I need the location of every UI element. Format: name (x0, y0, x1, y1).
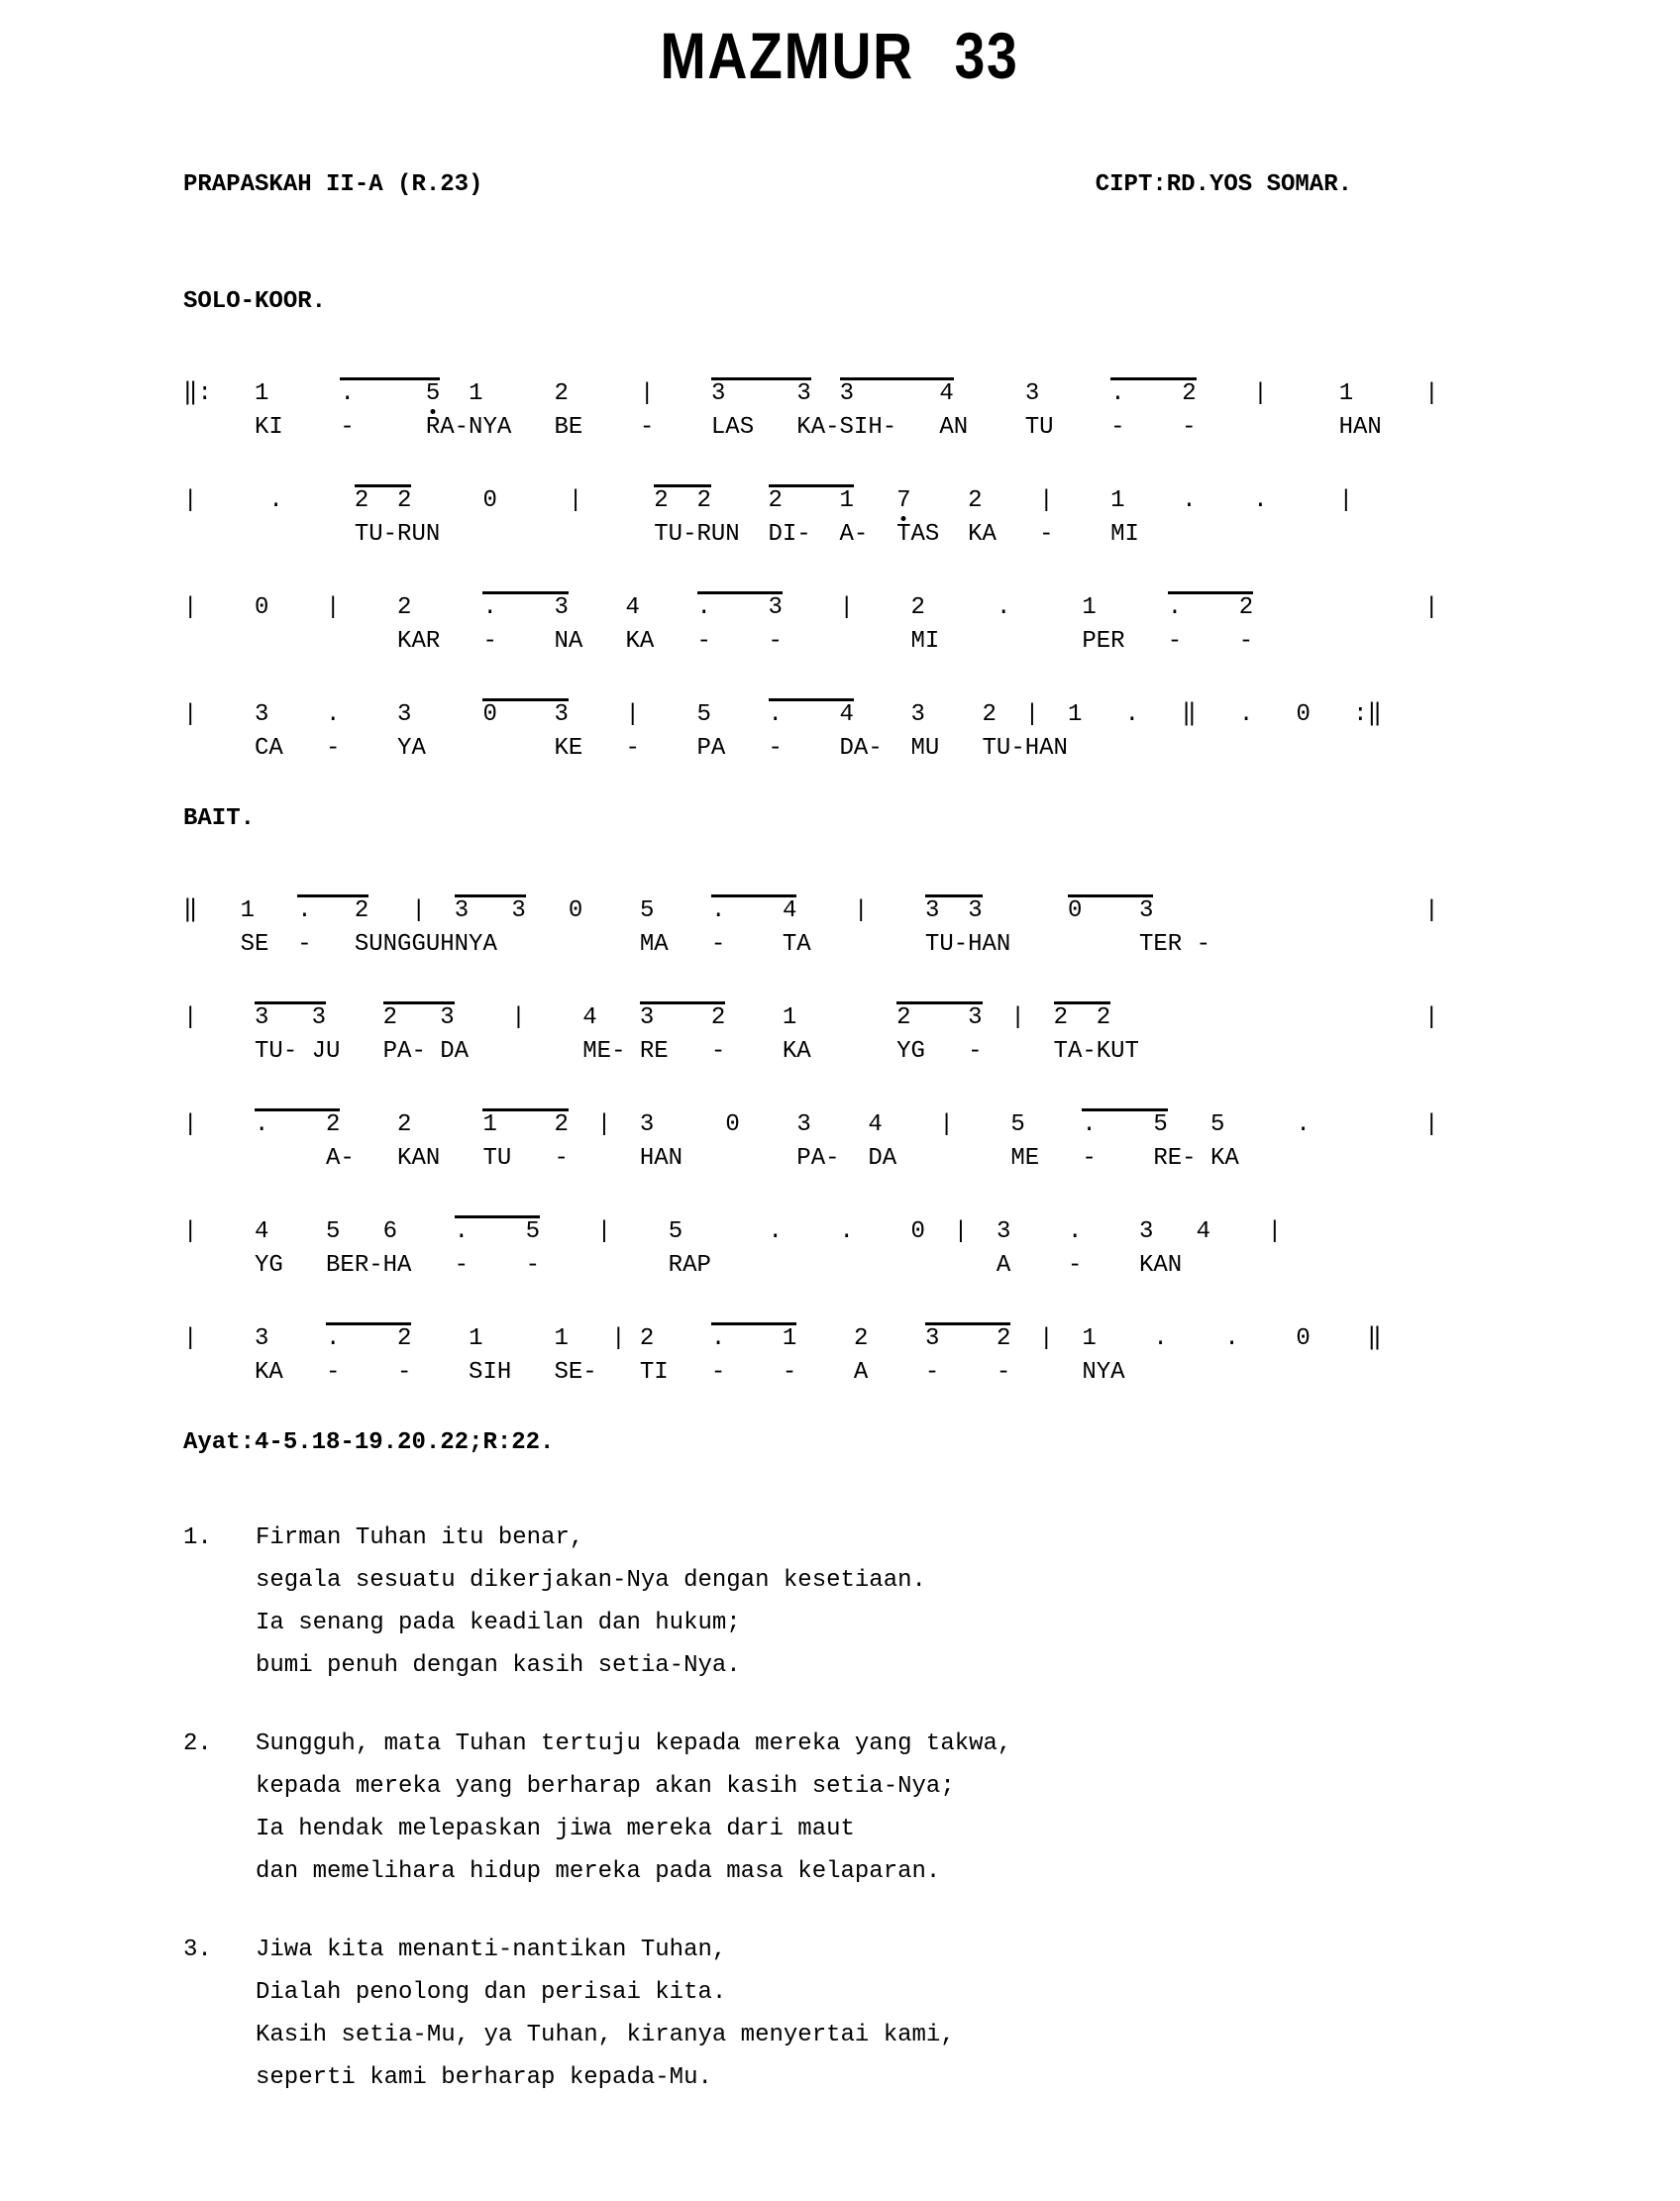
beam-group: 3 4 (840, 377, 954, 407)
beam-group: 3 2 (925, 1322, 1010, 1352)
beam-group: . 2 (255, 1108, 340, 1138)
music-line (183, 894, 1680, 962)
note-row: | . 2 2 1 2 | 3 0 3 4 | 5 . 5 5 . | (183, 1108, 1680, 1142)
beam-group: 2 2 (1054, 1001, 1111, 1031)
verse-line: seperti kami berharap kepada-Mu. (256, 2064, 712, 2092)
note-row: | 4 5 6 . 5 | 5 . . 0 | 3 . 3 4 | (183, 1215, 1680, 1249)
note-row: | 3 . 2 1 1 | 2 . 1 2 3 2 | 1 . . 0 ‖ (183, 1322, 1680, 1356)
page-title: MAZMUR 33 (660, 19, 1020, 92)
ayat-heading: Ayat:4-5.18-19.20.22;R:22. (183, 1429, 555, 1457)
beam-group: 3 3 (711, 377, 811, 407)
verse-line: Kasih setia-Mu, ya Tuhan, kiranya menyertai kami, (256, 2022, 955, 2049)
low-octave-note: 5 (425, 380, 441, 408)
solo-koor-heading: SOLO-KOOR. (183, 288, 327, 316)
beam-group: . 5 (455, 1215, 540, 1245)
composer-credit: CIPT:RD.YOS SOMAR. (1095, 171, 1352, 199)
note-row: | 3 3 2 3 | 4 3 2 1 2 3 | 2 2 | (183, 1001, 1680, 1035)
verse-line: segala sesuatu dikerjakan-Nya dengan kesetiaan. (256, 1567, 926, 1595)
bait-heading: BAIT. (183, 805, 256, 833)
verse (183, 1517, 1680, 1687)
lyric-row: A- KAN TU - HAN PA- DA ME - RE- KA (183, 1145, 1239, 1173)
lyric-row: TU- JU PA- DA ME- RE - KA YG - TA-KUT (183, 1038, 1139, 1066)
verse-lines (256, 1723, 1011, 1893)
verse (183, 1723, 1680, 1893)
beam-group: . 2 (1110, 377, 1196, 407)
beam-group: . 2 (326, 1322, 411, 1352)
music-line (183, 1322, 1680, 1390)
music-line (183, 377, 1680, 445)
verse-line: bumi penuh dengan kasih setia-Nya. (256, 1652, 741, 1680)
bait-notation (183, 894, 1680, 1390)
beam-group: 3 3 (455, 894, 526, 924)
lyric-row: KAR - NA KA - - MI PER - - (183, 628, 1254, 656)
verse-line: Sungguh, mata Tuhan tertuju kepada mereka yang takwa, (256, 1730, 1012, 1758)
music-line (183, 1001, 1680, 1069)
note-row: ‖ 1 . 2 | 3 3 0 5 . 4 | 3 3 0 3 | (183, 894, 1680, 928)
verse-line: Dialah penolong dan perisai kita. (256, 1979, 727, 2007)
verse-line: Ia senang pada keadilan dan hukum; (256, 1610, 741, 1637)
beam-group: 2 1 (769, 484, 854, 514)
beam-group: 2 2 (355, 484, 412, 514)
music-line (183, 484, 1680, 552)
beam-group: 2 2 (654, 484, 711, 514)
beam-group: . 5 (1082, 1108, 1167, 1138)
page-title-wrap (0, 19, 1680, 92)
verse-lines (256, 1929, 955, 2099)
verse-line: Ia hendak melepaskan jiwa mereka dari maut (256, 1816, 855, 1843)
beam-group: . 2 (297, 894, 368, 924)
music-line (183, 591, 1680, 659)
beam-group: . 2 (1168, 591, 1253, 621)
verse-line: Jiwa kita menanti-nantikan Tuhan, (256, 1937, 727, 1964)
beam-group: . 4 (711, 894, 796, 924)
note-row: | 3 . 3 0 3 | 5 . 4 3 2 | 1 . ‖ . 0 :‖ (183, 698, 1680, 732)
beam-group: 3 3 (925, 894, 983, 924)
verse-number: 2. (183, 1730, 212, 1758)
note-row: | 0 | 2 . 3 4 . 3 | 2 . 1 . 2 | (183, 591, 1680, 625)
verse-number: 3. (183, 1937, 212, 1964)
verses-section (183, 1517, 1680, 2099)
verse (183, 1929, 1680, 2099)
psalm-sheet-page (0, 19, 1680, 2201)
verse-number: 1. (183, 1524, 212, 1552)
music-line (183, 698, 1680, 766)
low-octave-note: 7 (896, 487, 911, 515)
beam-group: 0 3 (482, 698, 568, 728)
solo-koor-notation (183, 377, 1680, 766)
lyric-row: KA - - SIH SE- TI - - A - - NYA (183, 1359, 1125, 1387)
lyric-row: SE - SUNGGUHNYA MA - TA TU-HAN TER - (183, 931, 1210, 959)
header-row (183, 171, 1352, 199)
verse-line: kepada mereka yang berharap akan kasih setia-Nya; (256, 1773, 955, 1801)
note-row: ‖: 1 . 5 1 2 | 3 3 3 4 3 . 2 | 1 | (183, 377, 1680, 411)
beam-group: 1 2 (482, 1108, 568, 1138)
beam-group: . 5 (340, 377, 440, 407)
verse-line: dan memelihara hidup mereka pada masa kelaparan. (256, 1858, 941, 1886)
beam-group: 3 2 (640, 1001, 725, 1031)
beam-group: . 1 (711, 1322, 796, 1352)
lyric-row: TU-RUN TU-RUN DI- A- TAS KA - MI (183, 521, 1139, 549)
lyric-row: YG BER-HA - - RAP A - KAN (183, 1252, 1183, 1280)
liturgical-season-label: PRAPASKAH II-A (R.23) (183, 171, 483, 199)
beam-group: 2 3 (896, 1001, 982, 1031)
verse-lines (256, 1517, 926, 1687)
music-line (183, 1108, 1680, 1176)
verse-line: Firman Tuhan itu benar, (256, 1524, 584, 1552)
lyric-row: KI - RA-NYA BE - LAS KA-SIH- AN TU - - HAN (183, 414, 1382, 442)
note-row: | . 2 2 0 | 2 2 2 1 7 2 | 1 . . | (183, 484, 1680, 518)
beam-group: 3 3 (255, 1001, 326, 1031)
beam-group: 2 3 (383, 1001, 455, 1031)
lyric-row: CA - YA KE - PA - DA- MU TU-HAN (183, 735, 1068, 763)
beam-group: . 3 (482, 591, 568, 621)
beam-group: 0 3 (1068, 894, 1153, 924)
beam-group: . 4 (769, 698, 854, 728)
music-line (183, 1215, 1680, 1283)
beam-group: . 3 (697, 591, 783, 621)
